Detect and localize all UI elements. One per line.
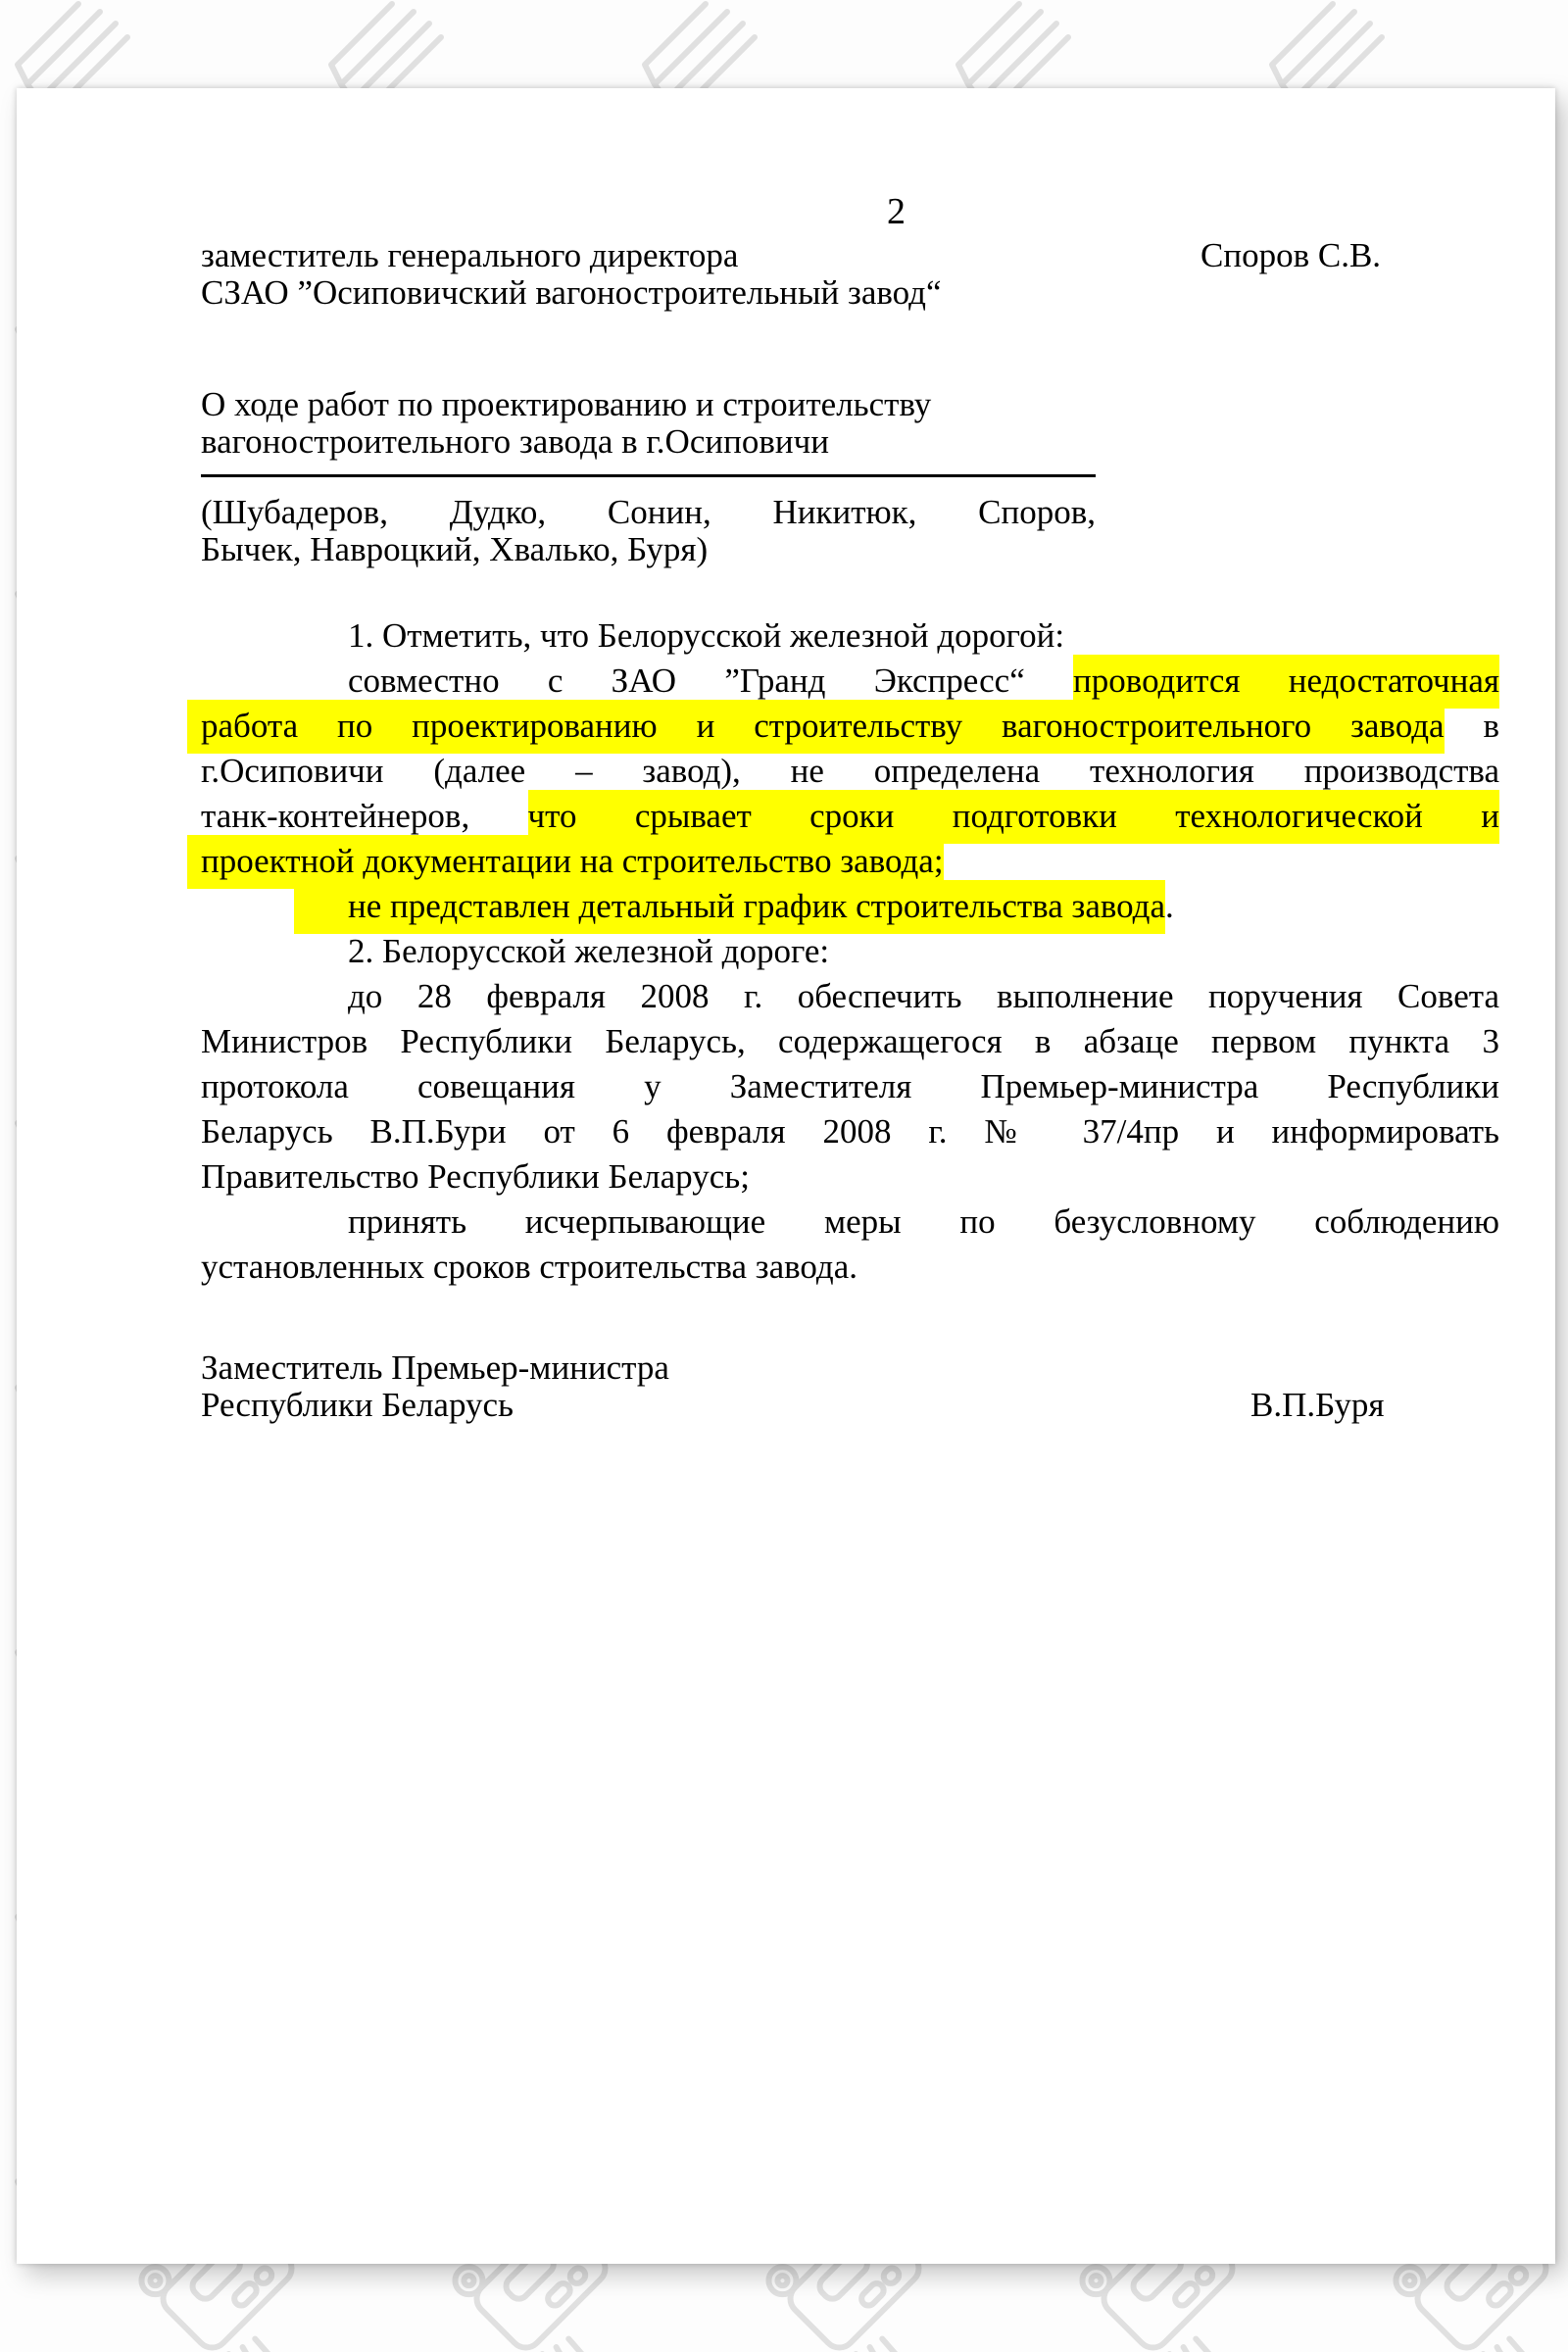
text-line	[201, 1200, 1499, 1245]
text-segment: .	[1164, 887, 1174, 925]
signature-post-line: Республики Беларусь	[201, 1386, 514, 1424]
addressee-line: СЗАО ”Осиповичский вагоностроительный завод“	[201, 273, 942, 312]
text-line	[201, 884, 1499, 929]
text-segment: принять исчерпывающие меры по безусловному соблюдению	[348, 1202, 1499, 1241]
text-line	[201, 974, 1499, 1019]
highlight: не представлен детальный график строительства завода	[294, 880, 1165, 934]
subject-underline	[201, 474, 1096, 477]
text-segment: совместно с ЗАО ”Гранд Экспресс“	[348, 662, 1074, 700]
text-line	[201, 839, 1499, 884]
highlight: работа по проектированию и строительству вагоностроительного завода	[187, 700, 1445, 754]
text-segment: установленных сроков строительства завода.	[201, 1248, 858, 1286]
text-segment: протокола совещания у Заместителя Премьер-министра Республики	[201, 1067, 1499, 1105]
subject-block	[201, 386, 1096, 477]
text-segment: Беларусь В.П.Бури от 6 февраля 2008 г. № 37/4пр и информировать	[201, 1112, 1499, 1151]
signature-name: В.П.Буря	[1250, 1386, 1385, 1424]
addressee-line: заместитель генерального директора	[201, 236, 739, 274]
text-line	[201, 613, 1499, 659]
text-line	[201, 659, 1499, 704]
text-segment: в	[1444, 707, 1499, 745]
text-line	[201, 704, 1499, 749]
signature-post-line: Заместитель Премьер-министра	[201, 1348, 669, 1387]
text-line	[201, 749, 1499, 794]
subject-line: вагоностроительного завода в г.Осиповичи	[201, 422, 829, 461]
text-line	[201, 929, 1499, 974]
document-page	[17, 88, 1555, 2264]
text-line	[201, 1245, 1499, 1290]
text-line	[201, 794, 1499, 839]
highlight: проводится недостаточная	[1073, 655, 1499, 709]
addressee-name: Споров С.В.	[1200, 236, 1382, 274]
body-text	[201, 613, 1499, 1290]
subject-line: О ходе работ по проектированию и строительству	[201, 385, 932, 423]
text-segment: Министров Республики Беларусь, содержащегося в абзаце первом пункта 3	[201, 1022, 1499, 1060]
text-segment: до 28 февраля 2008 г. обеспечить выполнение поручения Совета	[348, 977, 1499, 1015]
page-number: 2	[887, 191, 906, 232]
text-line	[201, 1109, 1499, 1154]
text-segment: г.Осиповичи (далее – завод), не определена технология производства	[201, 752, 1499, 790]
signature-block	[201, 1349, 1499, 1424]
addressee-block	[201, 237, 1499, 312]
text-segment: 1. Отметить, что Белорусской железной дорогой:	[348, 616, 1065, 655]
highlight: проектной документации на строительство завода;	[187, 835, 944, 889]
text-segment: танк-контейнеров,	[201, 797, 528, 835]
text-segment: 2. Белорусской железной дороге:	[348, 932, 830, 970]
highlight: что срывает сроки подготовки технологической и	[528, 790, 1499, 844]
participants-block	[201, 494, 1096, 568]
text-line	[201, 1064, 1499, 1109]
text-line	[201, 1019, 1499, 1064]
participants-line: Бычек, Навроцкий, Хвалько, Буря)	[201, 530, 709, 568]
participants-line: (Шубадеров, Дудко, Сонин, Никитюк, Споров,	[201, 493, 1096, 531]
text-segment: Правительство Республики Беларусь;	[201, 1157, 750, 1196]
text-line	[201, 1154, 1499, 1200]
